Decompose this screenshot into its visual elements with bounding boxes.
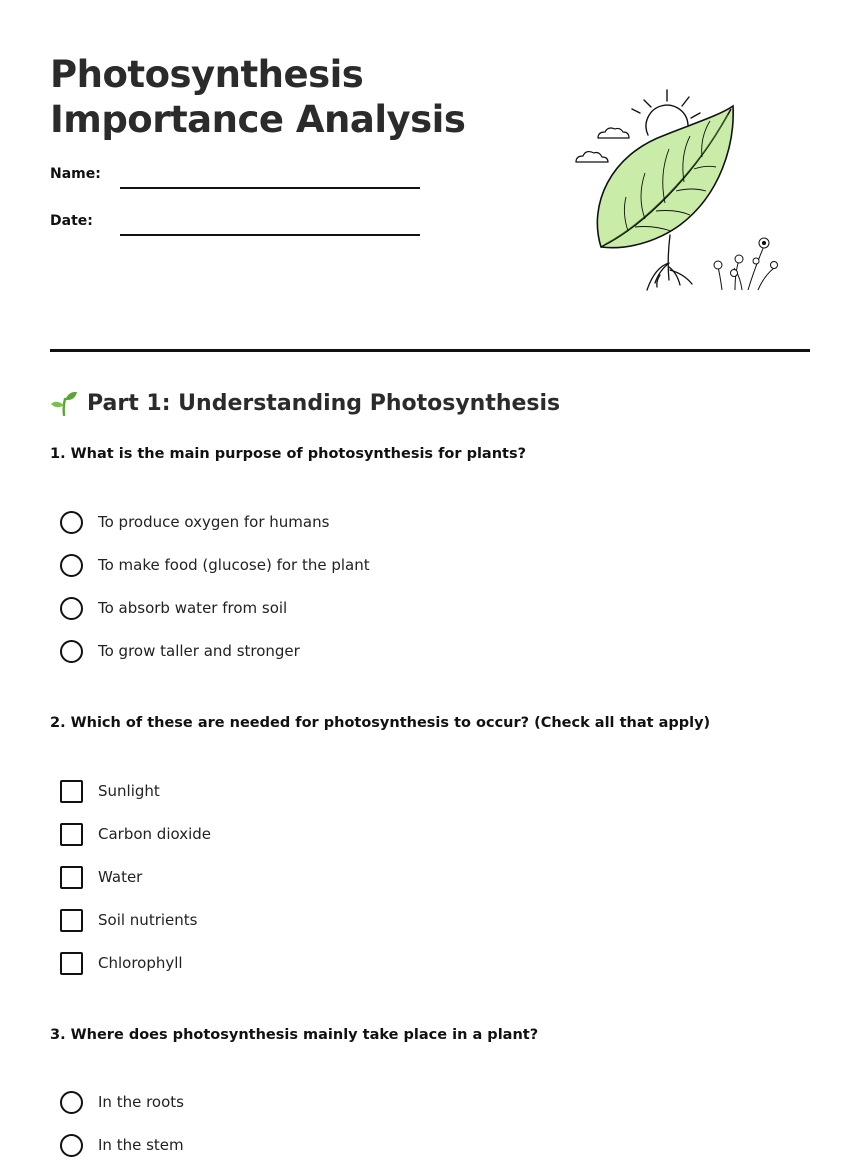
q2-option-1[interactable]	[60, 779, 160, 803]
q1-option-3[interactable]	[60, 596, 287, 620]
question-1: 1. What is the main purpose of photosynthesis for plants?	[50, 446, 527, 462]
name-label: Name:	[50, 166, 101, 182]
question-3: 3. Where does photosynthesis mainly take place in a plant?	[50, 1027, 539, 1043]
checkbox[interactable]	[60, 866, 83, 889]
option-label: Carbon dioxide	[98, 825, 212, 843]
checkbox[interactable]	[60, 780, 83, 803]
radio-button[interactable]	[60, 1091, 83, 1114]
cloud-icon	[576, 128, 629, 162]
date-label: Date:	[50, 213, 93, 229]
leaf-sun-flowers-illustration	[570, 85, 785, 295]
radio-button[interactable]	[60, 1134, 83, 1157]
option-label: In the stem	[98, 1136, 184, 1154]
part1-heading	[50, 390, 560, 416]
stem-roots	[647, 235, 692, 290]
worksheet-title: Photosynthesis Importance Analysis	[50, 53, 466, 141]
q2-option-4[interactable]	[60, 908, 197, 932]
q3-option-1[interactable]	[60, 1090, 184, 1114]
option-label: In the roots	[98, 1093, 184, 1111]
checkbox[interactable]	[60, 823, 83, 846]
radio-button[interactable]	[60, 511, 83, 534]
date-field-line[interactable]	[120, 234, 420, 236]
option-label: Water	[98, 868, 143, 886]
radio-button[interactable]	[60, 640, 83, 663]
q2-option-3[interactable]	[60, 865, 142, 889]
q3-option-2[interactable]	[60, 1133, 184, 1157]
question-2: 2. Which of these are needed for photosynthesis to occur? (Check all that apply)	[50, 715, 711, 731]
option-label: To absorb water from soil	[98, 599, 288, 617]
flowers-icon	[714, 238, 778, 290]
checkbox[interactable]	[60, 909, 83, 932]
q1-option-2[interactable]	[60, 553, 370, 577]
part1-title: Part 1: Understanding Photosynthesis	[87, 390, 561, 416]
radio-button[interactable]	[60, 597, 83, 620]
seedling-icon	[50, 390, 78, 416]
checkbox[interactable]	[60, 952, 83, 975]
header-divider	[50, 349, 810, 352]
name-field-line[interactable]	[120, 187, 420, 189]
option-label: To produce oxygen for humans	[98, 513, 330, 531]
option-label: Sunlight	[98, 782, 160, 800]
radio-button[interactable]	[60, 554, 83, 577]
option-label: Chlorophyll	[98, 954, 183, 972]
q1-option-4[interactable]	[60, 639, 300, 663]
q2-option-2[interactable]	[60, 822, 211, 846]
option-label: To make food (glucose) for the plant	[98, 556, 370, 574]
option-label: To grow taller and stronger	[98, 642, 300, 660]
q2-option-5[interactable]	[60, 951, 183, 975]
q1-option-1[interactable]	[60, 510, 329, 534]
option-label: Soil nutrients	[98, 911, 198, 929]
